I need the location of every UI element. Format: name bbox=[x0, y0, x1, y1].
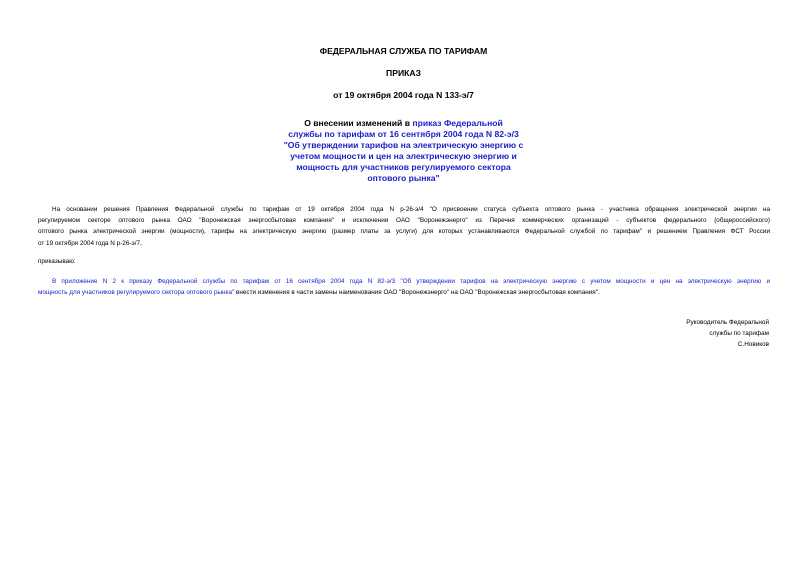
amendment-paragraph bbox=[38, 276, 770, 298]
document-date-number: от 19 октября 2004 года N 133-э/7 bbox=[333, 90, 474, 100]
subject-text: О внесении изменений в bbox=[304, 118, 413, 128]
subject-line-6[interactable]: оптового рынка" bbox=[367, 173, 440, 183]
signer-title-line1: Руководитель Федеральной bbox=[686, 319, 769, 326]
basis-line: регулируемом секторе оптового рынка ОАО "Воронежская энергосбытовая компания" и исключении ОАО "Воронежэнерго" из Перечня коммерческих организаций - субъектов федерального (общероссийского) bbox=[38, 217, 770, 225]
subject-line-3[interactable]: "Об утверждении тарифов на электрическую энергию с bbox=[283, 140, 524, 150]
agency-title: ФЕДЕРАЛЬНАЯ СЛУЖБА ПО ТАРИФАМ bbox=[319, 46, 488, 56]
subject-link-start[interactable]: приказ Федеральной bbox=[412, 118, 503, 128]
document-type: ПРИКАЗ bbox=[386, 68, 421, 78]
signer-title-line2: службы по тарифам bbox=[709, 330, 769, 337]
amendment-link-line[interactable]: В приложение N 2 к приказу Федеральной службы по тарифам от 16 сентября 2004 года N 82-э/3 "Об утверждении тарифов на электрическую энергию с учетом мощности и цен на электрическую энергию и bbox=[52, 278, 770, 285]
basis-line: оптового рынка электрической энергии (мощности), тарифы на электрическую энергию (размер платы за услуги) для которых устанавливаются Федеральной службой по тарифам" и решением Правления ФСТ России bbox=[38, 228, 770, 236]
signature-block bbox=[686, 317, 769, 350]
order-word: приказываю: bbox=[38, 258, 76, 265]
subject-line-1 bbox=[0, 118, 807, 129]
amendment-line-2 bbox=[38, 287, 770, 298]
amendment-text: внести изменения в части замены наименования ОАО "Воронежэнерго" на ОАО "Воронежская энергосбытовая компания". bbox=[234, 289, 600, 297]
basis-line: На основании решения Правления Федеральной службы по тарифам от 19 октября 2004 года N р-26-э/4 "О присвоении статуса субъекта оптового рынка - участника обращения электрической энергии на bbox=[52, 206, 770, 213]
document-subject bbox=[0, 118, 807, 184]
subject-line-5[interactable]: мощность для участников регулируемого сектора bbox=[296, 162, 511, 172]
basis-line: от 19 октября 2004 года N р-26-э/7, bbox=[38, 239, 142, 247]
signer-name: С.Новиков bbox=[737, 341, 769, 348]
basis-paragraph bbox=[38, 204, 770, 249]
amendment-link-end[interactable]: мощность для участников регулируемого сектора оптового рынка" bbox=[38, 289, 235, 297]
subject-line-2[interactable]: службы по тарифам от 16 сентября 2004 года N 82-э/3 bbox=[288, 129, 519, 139]
subject-line-4[interactable]: учетом мощности и цен на электрическую энергию и bbox=[290, 151, 517, 161]
